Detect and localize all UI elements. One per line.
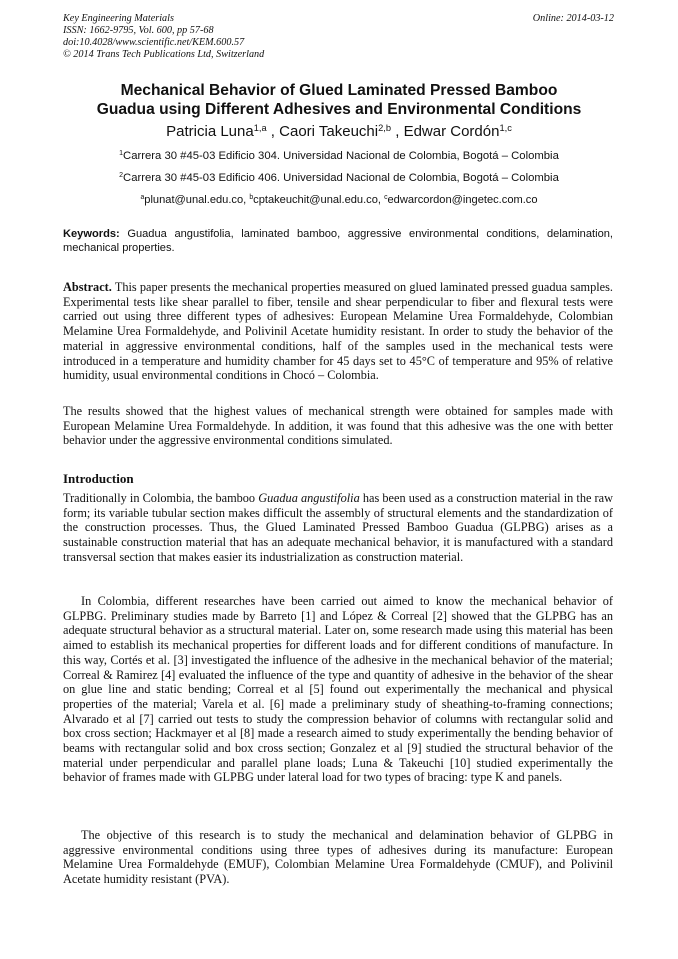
- keywords-label: Keywords:: [63, 228, 120, 240]
- affiliation-sup: 1: [119, 150, 124, 158]
- paper-title: [40, 81, 638, 119]
- email-link[interactable]: plunat@unal.edu.co,: [144, 194, 247, 206]
- author-sup: 1,c: [499, 122, 512, 133]
- keywords-text: Guadua angustifolia, laminated bamboo, aggressive environmental conditions, delamination, mechanical properties.: [63, 228, 613, 254]
- author-name: Patricia Luna: [166, 123, 254, 140]
- intro-text: has been used as a construction material in the raw form; its variable tubular section makes difficult the assembly of structural elements and the standardization of the construction processes. Thus, the Glued Laminated Pressed Bamboo Guadua (GLPBG) arises as a sustainable construction material that has an adequate mechanical behavior, it is manufactured with a standard transversal section that makes easier its industrialization as construction material.: [63, 491, 613, 564]
- abstract-paragraph-2: The results showed that the highest values of mechanical strength were obtained for samples made with European Melamine Urea Formaldehyde. In addition, it was found that this adhesive was the one with better behavior under the aggressive environmental conditions simulated.: [63, 404, 613, 448]
- title-line-2: Guadua using Different Adhesives and Environmental Conditions: [96, 101, 582, 118]
- email-link[interactable]: edwarcordon@ingetec.com.co: [387, 194, 538, 206]
- keywords-block: [63, 227, 613, 255]
- copyright-line: © 2014 Trans Tech Publications Ltd, Switzerland: [63, 49, 265, 60]
- journal-header: [63, 13, 614, 61]
- doi-line: doi:10.4028/www.scientific.net/KEM.600.57: [63, 37, 245, 48]
- author-name: Caori Takeuchi: [279, 123, 379, 140]
- intro-paragraph-3: The objective of this research is to study the mechanical and delamination behavior of GLPBG in aggressive environmental conditions using three types of adhesives during its manufacture: European Melamine Urea Formaldehyde (EMUF), Colombian Melamine Urea Formaldehyde (CMUF), and Polivinil Acetate humidity resistant (PVA).: [63, 828, 613, 887]
- author-name: Edwar Cordón: [403, 123, 500, 140]
- email-list: [40, 194, 638, 206]
- intro-paragraph-2: In Colombia, different researches have been carried out aimed to know the mechanical behavior of GLPBG. Preliminary studies made by Barreto [1] and López & Correal [2] showed that the GLPBG has an adequate structural behavior as a structural material. Later on, some research made using this material has been aimed to establish its mechanical properties for different loads and for different conditions of manufacture. In this way, Cortés et al. [3] investigated the influence of the adhesive in the mechanical behavior of the material; Correal & Ramirez [4] evaluated the influence of the type and quantity of adhesive in the behavior of the shear on glue line and static bending; Correal et al [5] found out experimentally the mechanical and physical properties of the material; Varela et al. [6] made a preliminary study of sheathing-to-framing connections; Alvarado et al [7] carried out tests to study the compression behavior of columns with rectangular solid and box cross section; Hackmayer et al [8] made a research aimed to study experimentally the bending behavior of beams with rectangular solid and box cross section; Gonzalez et al [9] studied the structural behavior of the material under perpendicular and parallel plane loads; Luna & Takeuchi [10] studied experimentally the behavior of frames made with GLPBG under lateral load for two types of bracing: type K and panels.: [63, 594, 613, 785]
- email-sup: b: [249, 194, 254, 202]
- affiliation-text: Carrera 30 #45-03 Edificio 304. Universidad Nacional de Colombia, Bogotá – Colombia: [123, 150, 559, 162]
- email-sup: c: [384, 194, 388, 202]
- author-list: Patricia Luna$^{1,a}$ , Caori Takeuchi$^{2,b}$ , Edwar Cordón$^{1,c}$: [166, 122, 512, 140]
- email-link[interactable]: cptakeuchit@unal.edu.co,: [253, 194, 381, 206]
- affiliation-2: [40, 172, 638, 184]
- online-date: Online: 2014-03-12: [532, 13, 614, 24]
- introduction-heading: Introduction: [63, 471, 134, 486]
- affiliation-1: [40, 150, 638, 162]
- affiliation-sup: 2: [119, 172, 124, 180]
- title-line-1: Mechanical Behavior of Glued Laminated Pressed Bamboo: [120, 82, 558, 99]
- issn-line: ISSN: 1662-9795, Vol. 600, pp 57-68: [63, 25, 214, 36]
- intro-text: Traditionally in Colombia, the bamboo: [63, 491, 259, 505]
- journal-name: Key Engineering Materials: [63, 13, 174, 24]
- affiliation-text: Carrera 30 #45-03 Edificio 406. Universidad Nacional de Colombia, Bogotá – Colombia: [123, 172, 559, 184]
- abstract-paragraph-1: [63, 280, 613, 383]
- author-sup: 2,b: [378, 122, 392, 133]
- abstract-text: This paper presents the mechanical properties measured on glued laminated pressed guadua samples. Experimental tests like shear parallel to fiber, tensile and shear perpendicular to fiber and flexural tests were carried out using three different types of adhesives: European Melamine Urea Formaldehyde, Colombian Melamine Urea Formaldehyde, and Polivinil Acetate humidity resistant. In order to study the behavior of the material in aggressive environmental conditions, half of the samples used in the mechanical tests were introduced in a temperature and humidity chamber for 45 days set to 45°C of temperature and 95% of relative humidity, usual environmental conditions in Chocó – Colombia.: [63, 280, 613, 383]
- abstract-label: Abstract.: [63, 280, 112, 294]
- author-sup: 1,a: [253, 122, 267, 133]
- email-sup: a: [140, 194, 145, 202]
- species-name: Guadua angustifolia: [258, 491, 360, 505]
- intro-paragraph-1: [63, 491, 613, 565]
